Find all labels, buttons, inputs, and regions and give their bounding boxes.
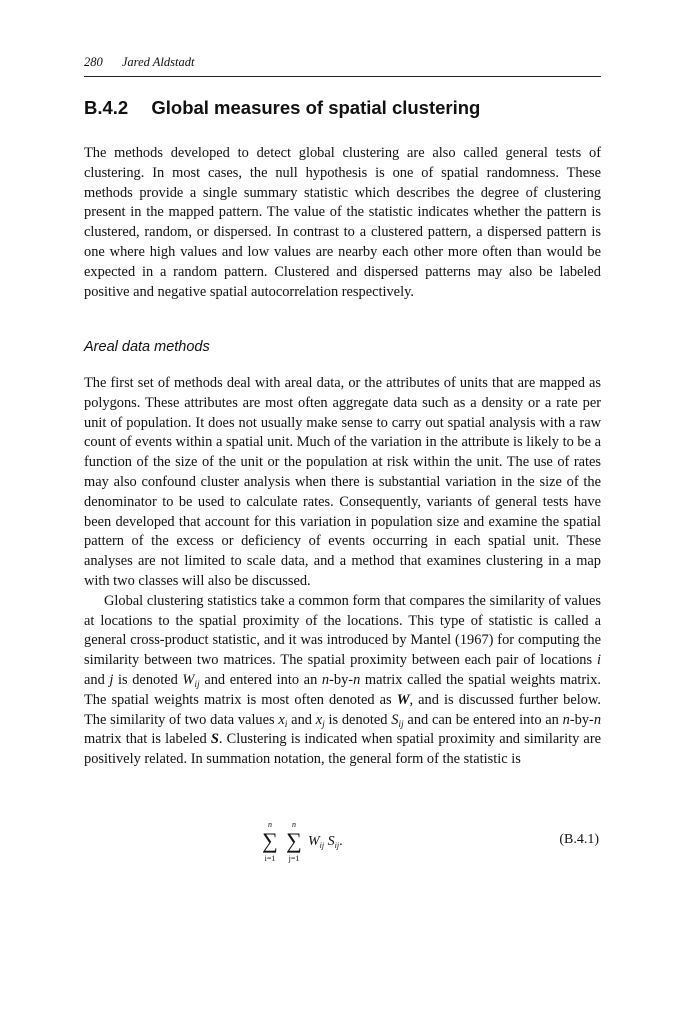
author-name: Jared Aldstadt — [121, 55, 195, 69]
equation-expression: n ∑ i=1 n ∑ j=1 $W_{ij}$ $S_{ij}$. — [262, 820, 343, 863]
section-title: Global measures of spatial clustering — [151, 97, 481, 118]
section-number: B.4.2 — [84, 97, 129, 118]
running-head — [84, 55, 601, 70]
page-number: 280 — [84, 55, 103, 69]
section-heading — [84, 97, 480, 119]
body-block — [84, 374, 601, 770]
equation-B-4-1 — [84, 820, 601, 868]
subsection-heading: Areal data methods — [84, 339, 210, 355]
paragraph-areal-data: The first set of methods deal with areal data, or the attributes of units that are mapped as polygons. These attributes are most often aggregate data such as a density or a rate per unit of population. It does not usually make sense to carry out spatial analysis with a raw count of events within a spatial unit. Much of the variation in the attribute is likely to be a function of the size of the unit or the population at risk within the unit. The use of rates may also confound cluster analysis when there is substantial variation in the size of the denominator to be used to calculate rates. Consequently, variants of general tests have been developed that account for this variation in population size and examine the spatial pattern of the excess or deficiency of events occurring in each spatial unit. These analyses are not limited to scale data, and a method that examines clustering in a map with two classes will also be discussed. — [84, 375, 601, 589]
header-rule — [84, 76, 601, 77]
paragraph-global-clustering: Global clustering statistics take a common form that compares the similarity of values at locations to the spatial proximity of the locations. This type of statistic is called a general cross-product statistic, and it was introduced by Mantel (1967) for computing the similarity between two matrices. The spatial proximity between each pair of locations i and j is denoted $W_{ij}$ and entered into an n-by-n matrix called the spatial weights matrix. The spatial weights matrix is most often denoted as W, and is discussed further below. The similarity of two data values $x_i$ and $x_j$ is denoted $S_{ij}$ and can be entered into an n-by-n matrix that is labeled S. Clustering is indicated when spatial proximity and similarity are positively related. In summation notation, the general form of the statistic is — [84, 592, 602, 768]
equation-number: (B.4.1) — [559, 832, 599, 847]
paragraph-intro: The methods developed to detect global clustering are also called general tests of clustering. In most cases, the null hypothesis is one of spatial randomness. These methods provide a single summary statistic which describes the degree of clustering present in the mapped pattern. The value of the statistic indicates whether the pattern is clustered, random, or dispersed. In contrast to a clustered pattern, a dispersed pattern is one where high values and low values are nearby each other more often than would be expected in a random pattern. Clustered and dispersed patterns may also be labeled positive and negative spatial autocorrelation respectively. — [84, 145, 601, 300]
equation-term: $W_{ij}$ $S_{ij}$. — [308, 834, 343, 850]
